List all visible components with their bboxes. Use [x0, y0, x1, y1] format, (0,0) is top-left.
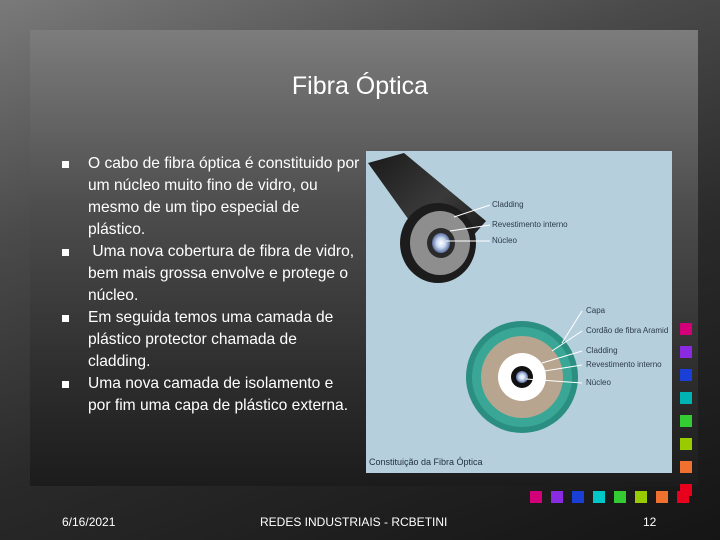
bullet-square-icon	[62, 249, 69, 256]
color-square	[593, 491, 605, 503]
side-color-squares	[680, 323, 692, 507]
bullet-text: O cabo de fibra óptica é constituido por um núcleo muito fino de vidro, ou mesmo de um tipo especial de plástico.	[88, 155, 360, 238]
footer-center-text: REDES INDUSTRIAIS - RCBETINI	[260, 515, 448, 529]
color-square	[635, 491, 647, 503]
color-square	[656, 491, 668, 503]
bullet-square-icon	[62, 315, 69, 322]
color-square	[677, 491, 689, 503]
color-square	[680, 461, 692, 473]
color-square	[680, 369, 692, 381]
label-capa: Capa	[586, 306, 606, 315]
color-square	[572, 491, 584, 503]
fiber-optic-diagram	[366, 151, 672, 473]
color-square	[680, 438, 692, 450]
label-revestimento-top: Revestimento interno	[492, 220, 568, 229]
cable-core	[432, 233, 450, 253]
bullet-item	[60, 373, 360, 417]
label-aramid: Cordão de fibra Aramid	[586, 326, 669, 335]
cross-section-core	[516, 371, 528, 383]
figure-caption: Constituição da Fibra Óptica	[369, 457, 483, 467]
bullet-list	[60, 153, 360, 417]
color-square	[680, 392, 692, 404]
label-nucleo-top: Núcleo	[492, 236, 517, 245]
bullet-square-icon	[62, 161, 69, 168]
footer-date: 6/16/2021	[62, 515, 116, 529]
bullet-text: Uma nova cobertura de fibra de vidro, bem mais grossa envolve e protege o núcleo.	[88, 243, 359, 304]
color-square	[680, 415, 692, 427]
bullet-item	[60, 153, 360, 241]
label-revestimento-bottom: Revestimento interno	[586, 360, 662, 369]
bullet-item	[60, 241, 360, 307]
slide-title: Fibra Óptica	[291, 72, 429, 100]
bottom-color-squares	[530, 491, 698, 503]
bullet-item	[60, 307, 360, 373]
bullet-square-icon	[62, 381, 69, 388]
slide-number: 12	[643, 515, 657, 529]
bullet-text: Uma nova camada de isolamento e por fim uma capa de plástico externa.	[88, 375, 349, 414]
color-square	[614, 491, 626, 503]
color-square	[551, 491, 563, 503]
label-cladding-bottom: Cladding	[586, 346, 618, 355]
color-square	[680, 346, 692, 358]
label-cladding-top: Cladding	[492, 200, 524, 209]
bullet-text: Em seguida temos uma camada de plástico protector chamada de cladding.	[88, 309, 334, 370]
label-nucleo-bottom: Núcleo	[586, 378, 611, 387]
color-square	[530, 491, 542, 503]
color-square	[680, 323, 692, 335]
